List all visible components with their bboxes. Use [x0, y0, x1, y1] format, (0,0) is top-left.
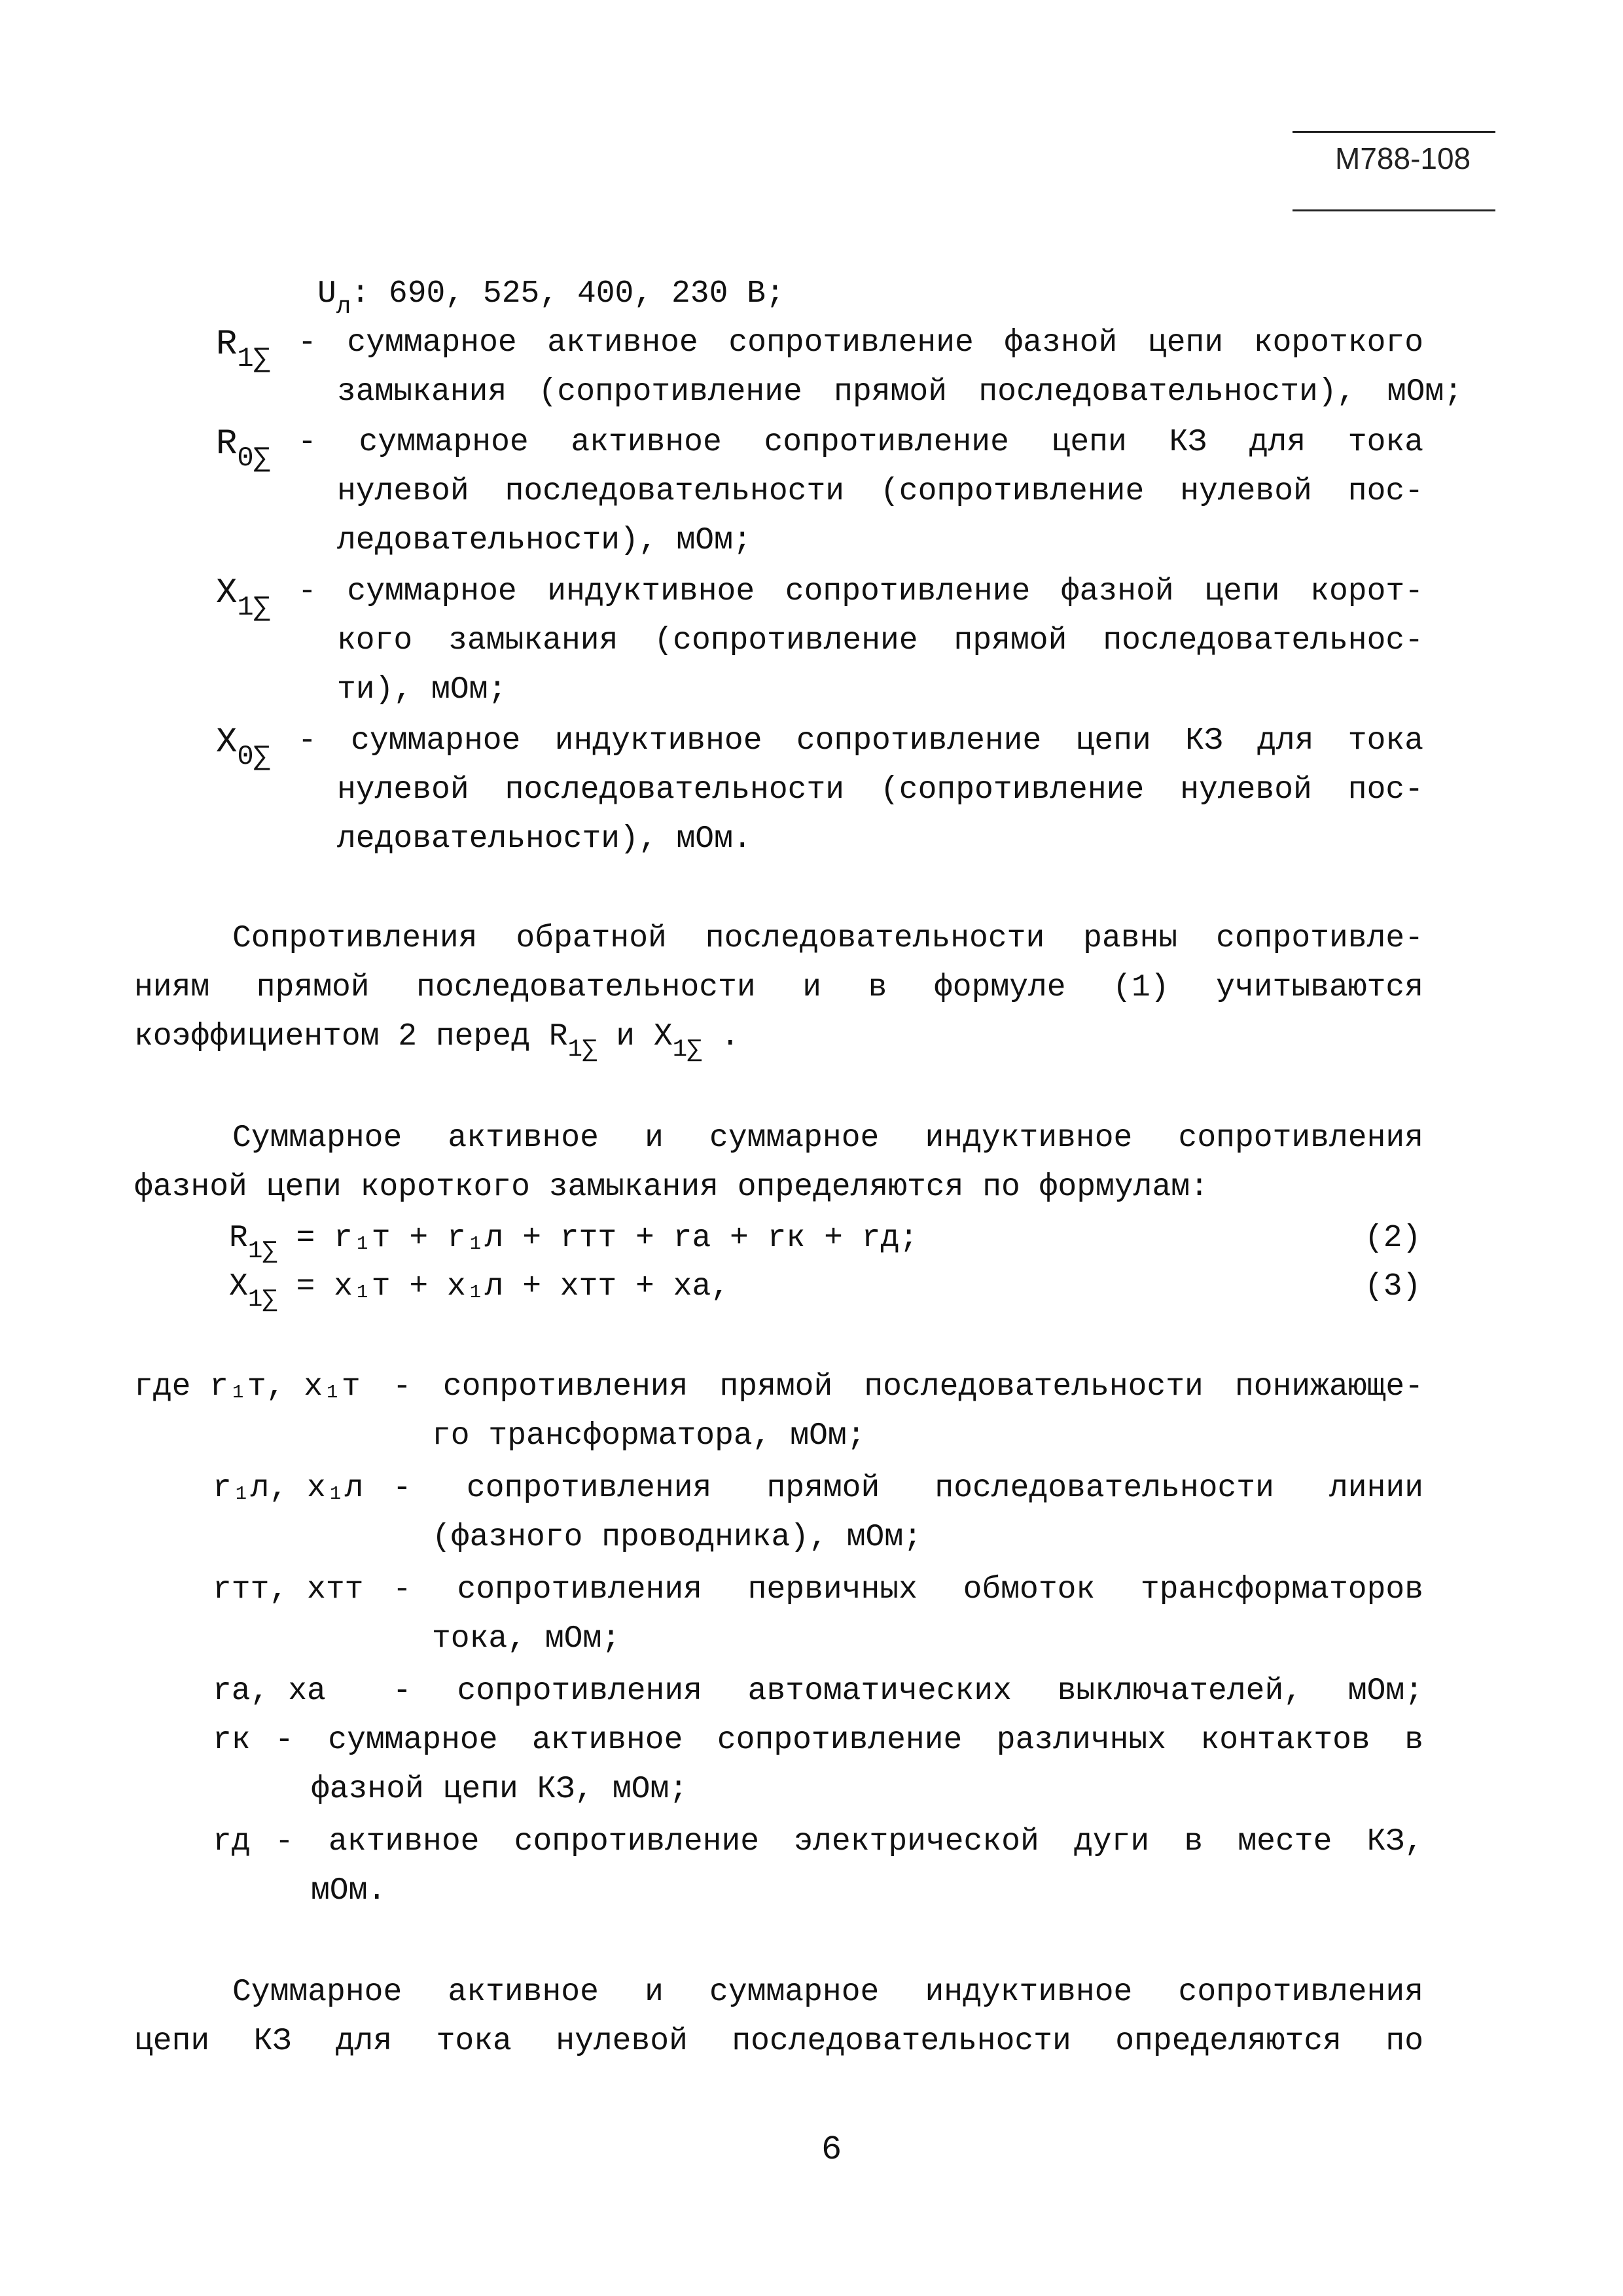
where-text-line: - суммарное активное сопротивление различных контактов в	[275, 1723, 1423, 1758]
paragraph-line: Сопротивления обратной последовательности равны сопротивле-	[232, 921, 1423, 956]
voltage-symbol: U	[317, 276, 336, 312]
where-symbol: r₁л, x₁л	[213, 1471, 364, 1506]
where-symbol: rтт, xтт	[213, 1572, 364, 1607]
where-text-line: фазной цепи КЗ, мОм;	[311, 1772, 688, 1807]
def-text-line: - суммарное индуктивное сопротивление цепи КЗ для тока	[298, 723, 1423, 759]
def-text-line: ти), мОм;	[337, 672, 507, 708]
formula-2: $R_{1\sum} = r_1т + r_1л$ + rтт + rа + rк + rд;	[229, 1221, 919, 1265]
where-symbol: rк	[213, 1723, 251, 1758]
where-text-line: - активное сопротивление электрической дуги в месте КЗ,	[275, 1824, 1423, 1859]
def-symbol-r1: $R_{1\sum}$	[216, 325, 270, 374]
voltage-subscript: л	[336, 293, 351, 321]
document-number: M788-108	[1335, 141, 1471, 175]
where-text-line: - сопротивления автоматических выключателей, мОм;	[393, 1674, 1423, 1709]
def-text-line: ледовательности), мОм;	[337, 523, 752, 558]
def-symbol-x1: $X_{1\sum}$	[216, 573, 270, 623]
formula-3: $X_{1\sum} = x_1т + x_1л$ + xтт + xа,	[229, 1269, 730, 1314]
paragraph-line: ниям прямой последовательности и в формуле (1) учитываются	[134, 970, 1423, 1005]
paragraph-line: Суммарное активное и суммарное индуктивное сопротивления	[232, 1121, 1423, 1156]
where-symbol: rд	[213, 1824, 251, 1859]
paragraph-line: коэффициентом 2 перед $R_{1\sum}$ и $X_{1\sum}$ .	[134, 1019, 740, 1064]
def-symbol-r0: $R_{0\sum}$	[216, 424, 270, 474]
where-text-line: мОм.	[311, 1873, 387, 1909]
where-text-line: - сопротивления первичных обмоток трансформаторов	[393, 1572, 1423, 1607]
header-rule-bottom	[1293, 209, 1495, 211]
def-text-line: - суммарное активное сопротивление фазной цепи короткого	[298, 325, 1423, 361]
paragraph-line: Суммарное активное и суммарное индуктивное сопротивления	[232, 1975, 1423, 2010]
formula-number: (3)	[1364, 1269, 1421, 1304]
page-number: 6	[821, 2130, 842, 2169]
header-rule-top	[1293, 131, 1495, 133]
def-text-line: - суммарное индуктивное сопротивление фазной цепи корот-	[298, 574, 1423, 609]
paragraph-line: фазной цепи короткого замыкания определяются по формулам:	[134, 1170, 1209, 1205]
paragraph-line: цепи КЗ для тока нулевой последовательности определяются по	[134, 2024, 1423, 2059]
def-text-line: ледовательности), мОм.	[337, 821, 752, 857]
def-text-line: нулевой последовательности (сопротивление нулевой пос-	[337, 772, 1423, 808]
def-text-line: кого замыкания (сопротивление прямой последовательнос-	[337, 623, 1423, 658]
def-text-line: нулевой последовательности (сопротивление нулевой пос-	[337, 474, 1423, 509]
where-symbol: где r₁т, x₁т	[134, 1369, 361, 1405]
formula-number: (2)	[1364, 1221, 1421, 1256]
where-text-line: - сопротивления прямой последовательности понижающе-	[393, 1369, 1423, 1405]
where-symbol: rа, xа	[213, 1674, 326, 1709]
where-text-line: (фазного проводника), мОм;	[432, 1520, 922, 1555]
where-text-line: - сопротивления прямой последовательности линии	[393, 1471, 1423, 1506]
voltage-values: : 690, 525, 400, 230 В;	[351, 276, 785, 312]
def-symbol-x0: $X_{0\sum}$	[216, 723, 270, 772]
voltage-line	[317, 276, 785, 321]
where-text-line: го трансформатора, мОм;	[432, 1418, 866, 1454]
where-text-line: тока, мОм;	[432, 1621, 621, 1657]
def-text-line: - суммарное активное сопротивление цепи КЗ для тока	[298, 425, 1423, 460]
def-text-line: замыкания (сопротивление прямой последовательности), мОм;	[337, 374, 1463, 410]
